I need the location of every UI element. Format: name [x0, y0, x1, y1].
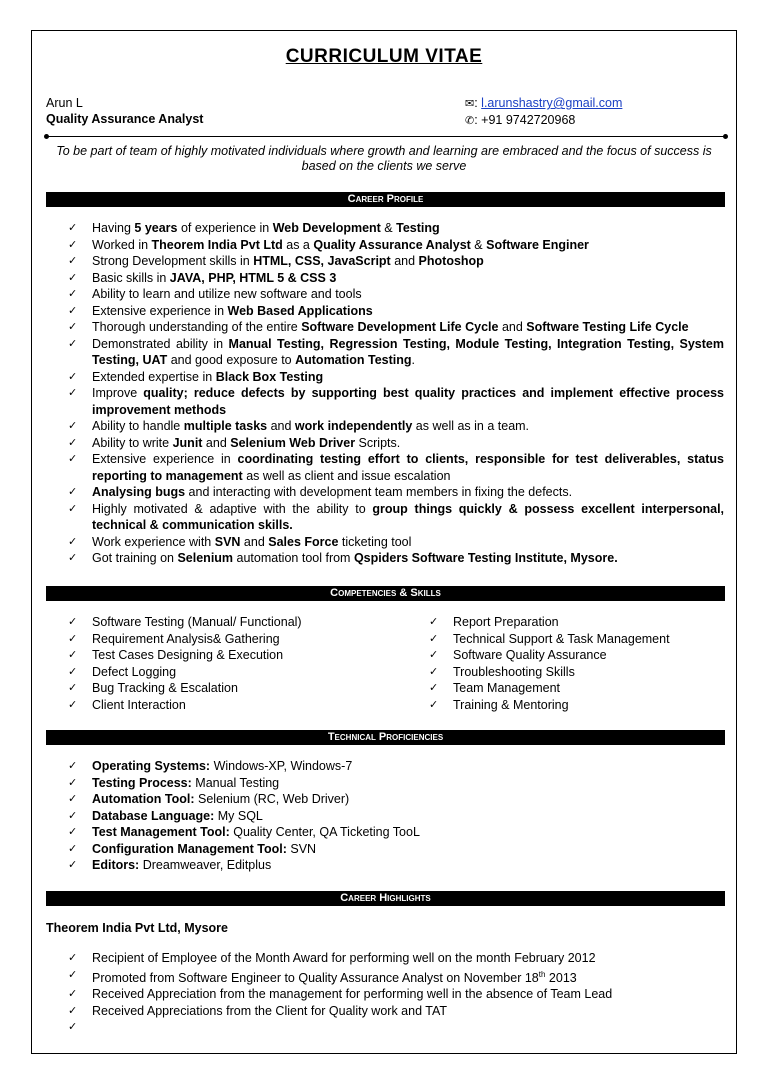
list-item	[68, 253, 724, 270]
check-icon: ✓	[68, 303, 78, 317]
list-item	[68, 680, 408, 697]
competencies-left-list	[68, 614, 408, 714]
item-text: Software Quality Assurance	[453, 648, 607, 663]
phone-icon: ✆	[465, 114, 475, 127]
item-text: Having	[92, 221, 135, 235]
check-icon: ✓	[68, 336, 78, 350]
check-icon: ✓	[68, 270, 78, 284]
check-icon: ✓	[68, 254, 78, 267]
section-header-highlights: Career Highlights	[46, 891, 725, 906]
check-icon: ✓	[429, 615, 439, 628]
item-text: and interacting with development team members in fixing the defects.	[185, 485, 573, 499]
list-item	[68, 303, 724, 320]
bold-text: Photoshop	[418, 254, 484, 268]
item-text: Received Appreciations from the Client for Quality work and TAT	[92, 1003, 448, 1018]
item-text: Thorough understanding of the entire	[92, 320, 302, 334]
list-item	[68, 950, 724, 967]
phone-number: +91 9742720968	[481, 113, 576, 127]
item-text: Scripts.	[355, 435, 401, 450]
bold-text: Selenium Web Driver	[230, 435, 356, 450]
item-text: Report Preparation	[453, 615, 559, 629]
item-text: and	[267, 419, 295, 433]
check-icon: ✓	[68, 825, 78, 838]
list-item	[68, 385, 724, 418]
list-item	[68, 857, 724, 874]
item-text: Windows-XP, Windows-7	[210, 759, 353, 773]
bold-text: Operating Systems:	[92, 759, 211, 773]
section-header-career-profile: Career Profile	[46, 192, 725, 207]
list-item	[68, 501, 724, 534]
bold-text: Quality Assurance Analyst	[313, 237, 471, 252]
bold-text: Sales Force	[268, 534, 339, 549]
bold-text: Selenium	[177, 551, 234, 565]
bold-text: Analysing bugs	[92, 485, 186, 499]
section-header-competencies: Competencies & Skills	[46, 586, 725, 601]
technical-list	[68, 758, 724, 874]
item-text: Defect Logging	[92, 664, 177, 679]
check-icon: ✓	[68, 221, 78, 234]
item-text: 2013	[545, 970, 577, 985]
check-icon: ✓	[68, 967, 78, 981]
highlights-list	[68, 950, 724, 1034]
company-name: Theorem India Pvt Ltd, Mysore	[46, 921, 228, 935]
bold-text: multiple tasks	[183, 419, 268, 433]
item-text: Worked in	[92, 237, 152, 252]
bold-text: SVN	[214, 534, 241, 549]
bold-text: coordinating testing effort to clients, responsible for test deliverables, status reporting to management	[92, 452, 724, 483]
bold-text: Testing	[396, 221, 440, 235]
list-item	[68, 1003, 724, 1020]
bold-text: Web Based Applications	[227, 303, 373, 318]
check-icon: ✓	[68, 951, 78, 964]
item-text: &	[380, 221, 397, 235]
item-text: and	[202, 435, 231, 450]
bold-text: Qspiders Software Testing Institute, Mysore.	[353, 551, 618, 565]
item-text: Requirement Analysis& Gathering	[92, 631, 280, 646]
item-text: as well as in a team.	[412, 419, 530, 433]
check-icon: ✓	[68, 369, 78, 383]
bold-text: JAVA, PHP, HTML 5 & CSS 3	[169, 270, 337, 285]
check-icon: ✓	[68, 1003, 78, 1017]
bold-text: Test Management Tool:	[92, 825, 230, 839]
item-text: My SQL	[214, 808, 263, 823]
item-text: Training & Mentoring	[453, 697, 569, 712]
email-link[interactable]: l.arunshastry@gmail.com	[481, 96, 623, 110]
check-icon: ✓	[68, 485, 78, 498]
bold-text: HTML, CSS, JavaScript	[253, 254, 391, 268]
list-item	[429, 647, 724, 664]
item-text: Basic skills in	[92, 270, 170, 285]
candidate-role: Quality Assurance Analyst	[46, 112, 204, 126]
list-item	[68, 841, 724, 858]
bold-text: quality; reduce defects by supporting best quality practices and implement effective process improvement methods	[92, 386, 724, 417]
check-icon: ✓	[68, 987, 78, 1001]
check-icon: ✓	[68, 681, 78, 695]
item-text: .	[411, 353, 416, 367]
check-icon: ✓	[68, 551, 78, 564]
item-text: and	[240, 534, 269, 549]
career-profile-list	[68, 220, 724, 567]
list-item	[429, 680, 724, 697]
check-icon: ✓	[68, 808, 78, 822]
bold-text: group things quickly & possess excellent interpersonal, technical & communication skills.	[92, 501, 725, 532]
check-icon: ✓	[68, 775, 78, 789]
competencies-right-list	[429, 614, 724, 714]
item-text: of experience in	[177, 221, 273, 235]
check-icon: ✓	[68, 287, 78, 300]
item-text: automation tool from	[233, 551, 354, 565]
item-text: Strong Development skills in	[92, 254, 254, 268]
item-text: Extensive experience in	[92, 303, 228, 318]
list-item	[68, 435, 724, 452]
check-icon: ✓	[68, 648, 78, 662]
check-icon: ✓	[68, 759, 78, 772]
bold-text: Configuration Management Tool:	[92, 841, 287, 856]
list-item	[68, 270, 724, 287]
objective-statement: To be part of team of highly motivated individuals where growth and learning are embraced and the focus of success is based on the clients we serve	[56, 144, 712, 173]
check-icon: ✓	[68, 697, 78, 711]
item-text: Ability to learn and utilize new software and tools	[92, 287, 362, 301]
list-item	[68, 986, 724, 1003]
item-text: Team Management	[453, 681, 561, 696]
check-icon: ✓	[68, 419, 78, 432]
list-item	[429, 697, 724, 714]
list-item	[68, 697, 408, 714]
item-text: Promoted from Software Engineer to Quality Assurance Analyst on November 18	[92, 970, 539, 985]
bold-text: Software Testing Life Cycle	[526, 320, 689, 334]
bold-text: work independently	[294, 419, 413, 433]
item-text: Recipient of Employee of the Month Award for performing well on the month February 2012	[92, 951, 596, 965]
candidate-name: Arun L	[46, 96, 83, 110]
item-text: th	[538, 969, 546, 979]
item-text: Selenium (RC, Web Driver)	[194, 792, 350, 806]
bold-text: Software Enginer	[486, 237, 589, 252]
list-item	[429, 614, 724, 631]
item-text: and	[390, 254, 419, 268]
check-icon: ✓	[429, 648, 439, 662]
list-item	[68, 808, 724, 825]
item-text: Dreamweaver, Editplus	[139, 858, 272, 872]
bold-text: Manual Testing, Regression Testing, Module Testing, Integration Testing, System Testing, UAT	[92, 336, 724, 367]
check-icon: ✓	[68, 1020, 78, 1034]
list-item	[68, 336, 724, 369]
bold-text: Junit	[172, 435, 203, 450]
item-text: Highly motivated & adaptive with the ability to	[92, 501, 373, 516]
check-icon: ✓	[68, 435, 78, 449]
bold-text: Automation Tool:	[92, 792, 195, 806]
check-icon: ✓	[68, 237, 78, 251]
email-colon: :	[474, 96, 482, 110]
list-item	[68, 369, 724, 386]
bold-text: Database Language:	[92, 808, 215, 823]
list-item	[68, 775, 724, 792]
bold-text: Editors:	[92, 858, 140, 872]
item-text: Extended expertise in	[92, 369, 216, 384]
list-item	[68, 550, 724, 567]
check-icon: ✓	[68, 534, 78, 548]
bold-text: 5 years	[134, 221, 178, 235]
check-icon: ✓	[68, 664, 78, 678]
item-text: &	[470, 237, 487, 252]
divider-end-dot-right	[723, 134, 728, 139]
section-header-technical: Technical Proficiencies	[46, 730, 725, 745]
item-text: Bug Tracking & Escalation	[92, 681, 238, 696]
bold-text: Theorem India Pvt Ltd	[151, 237, 283, 252]
header-divider	[46, 136, 726, 137]
item-text: Received Appreciation from the management for performing well in the absence of Team Lead	[92, 987, 613, 1002]
item-text: Software Testing (Manual/ Functional)	[92, 615, 302, 629]
list-item	[68, 614, 408, 631]
check-icon: ✓	[68, 841, 78, 855]
contact-right	[465, 95, 622, 129]
item-text: Ability to handle	[92, 419, 184, 433]
item-text: as well as client and issue escalation	[242, 468, 451, 483]
envelope-icon: ✉	[465, 97, 475, 110]
list-item	[68, 286, 724, 303]
document-title: CURRICULUM VITAE	[285, 46, 483, 67]
item-text: Improve	[92, 386, 144, 400]
list-item	[429, 664, 724, 681]
list-item	[68, 451, 724, 484]
list-item	[68, 534, 724, 551]
list-item	[68, 758, 724, 775]
list-item	[68, 418, 724, 435]
list-item	[68, 237, 724, 254]
check-icon: ✓	[68, 501, 78, 515]
check-icon: ✓	[68, 386, 78, 399]
check-icon: ✓	[68, 452, 78, 465]
contact-left	[46, 95, 203, 127]
bold-text: Web Development	[272, 221, 381, 235]
check-icon: ✓	[429, 664, 439, 678]
item-text: Test Cases Designing & Execution	[92, 648, 284, 663]
list-item	[68, 631, 408, 648]
check-icon: ✓	[429, 631, 439, 645]
check-icon: ✓	[68, 858, 78, 871]
item-text: SVN	[286, 841, 317, 856]
divider-end-dot-left	[44, 134, 49, 139]
check-icon: ✓	[429, 697, 439, 711]
item-text: and	[498, 320, 527, 334]
item-text: ticketing tool	[338, 534, 412, 549]
list-item	[68, 484, 724, 501]
check-icon: ✓	[68, 615, 78, 628]
check-icon: ✓	[429, 681, 439, 695]
bold-text: Automation Testing	[295, 353, 412, 367]
bold-text: Software Development Life Cycle	[301, 320, 499, 334]
phone-row	[465, 112, 622, 129]
list-item	[68, 220, 724, 237]
check-icon: ✓	[68, 792, 78, 805]
bold-text: Black Box Testing	[215, 369, 324, 384]
item-text: Extensive experience in	[92, 452, 238, 466]
item-text: Client Interaction	[92, 697, 186, 712]
item-text: Quality Center, QA Ticketing TooL	[229, 825, 420, 839]
list-item	[429, 631, 724, 648]
item-text: Technical Support & Task Management	[453, 631, 670, 646]
item-text: Work experience with	[92, 534, 215, 549]
list-item	[68, 664, 408, 681]
item-text: Manual Testing	[191, 775, 280, 790]
item-text: and good exposure to	[167, 353, 296, 367]
list-item	[68, 647, 408, 664]
check-icon: ✓	[68, 320, 78, 333]
check-icon: ✓	[68, 631, 78, 645]
list-item	[68, 319, 724, 336]
item-text: Got training on	[92, 551, 178, 565]
item-text: Troubleshooting Skills	[453, 664, 575, 679]
bold-text: Testing Process:	[92, 775, 192, 790]
phone-colon: :	[474, 113, 482, 127]
list-item	[68, 967, 724, 987]
email-row	[465, 95, 622, 112]
item-text: Demonstrated ability in	[92, 336, 229, 351]
list-item	[68, 791, 724, 808]
item-text: as a	[282, 237, 314, 252]
list-item	[68, 824, 724, 841]
item-text: Ability to write	[92, 435, 173, 450]
